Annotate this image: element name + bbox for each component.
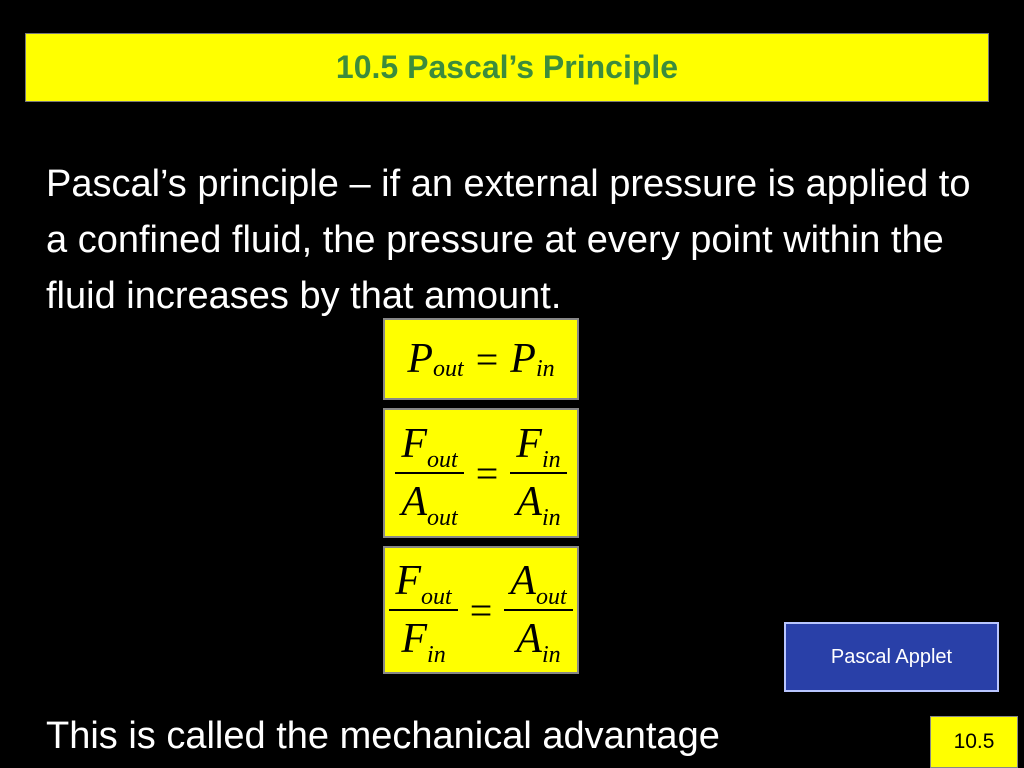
slide-number-badge: 10.5	[930, 716, 1018, 768]
eq3-equals-sign: =	[469, 587, 493, 633]
eq2-right-fraction	[510, 420, 566, 531]
eq3-left-denominator: F	[401, 616, 428, 662]
eq2-right-denominator: A	[516, 479, 542, 525]
eq2-left-denominator: A	[401, 479, 428, 525]
eq3-left-numerator-subscript: out	[421, 584, 452, 610]
eq3-right-fraction	[504, 557, 572, 668]
eq2-left-denominator-subscript: out	[427, 505, 458, 531]
eq3-left-fraction	[389, 557, 457, 668]
title-bar	[25, 33, 989, 102]
eq1-left-subscript: out	[433, 355, 464, 382]
equation-mechanical-advantage-box	[383, 546, 579, 674]
eq2-equals-sign: =	[475, 450, 499, 496]
equation-pressure-box	[383, 318, 579, 400]
equation-force-area-box	[383, 408, 579, 538]
definition-text: Pascal’s principle – if an external pressure is applied to a confined fluid, the pressure at every point within the fluid increases by that amount.	[46, 163, 971, 317]
eq3-left-numerator: F	[395, 558, 422, 604]
eq1-right-subscript: in	[535, 355, 555, 382]
eq3-right-denominator: A	[516, 616, 542, 662]
pascal-applet-button[interactable]: Pascal Applet	[784, 622, 999, 692]
eq1-left-symbol: P	[407, 336, 434, 382]
eq3-right-numerator: A	[510, 558, 536, 604]
eq2-right-numerator: F	[516, 421, 542, 467]
eq2-left-fraction	[395, 420, 463, 531]
eq3-left-denominator-subscript: in	[427, 642, 446, 668]
eq2-right-denominator-subscript: in	[541, 505, 561, 531]
mechanical-advantage-text: This is called the mechanical advantage	[46, 715, 720, 757]
eq3-right-denominator-subscript: in	[541, 642, 561, 668]
eq2-right-numerator-subscript: in	[541, 447, 561, 473]
slide-title: 10.5 Pascal’s Principle	[335, 49, 679, 85]
eq2-left-numerator-subscript: out	[427, 447, 458, 473]
eq1-right-symbol: P	[510, 336, 536, 382]
eq2-left-numerator: F	[401, 421, 428, 467]
eq1-equals-sign: =	[475, 336, 499, 382]
eq3-right-numerator-subscript: out	[535, 584, 567, 610]
